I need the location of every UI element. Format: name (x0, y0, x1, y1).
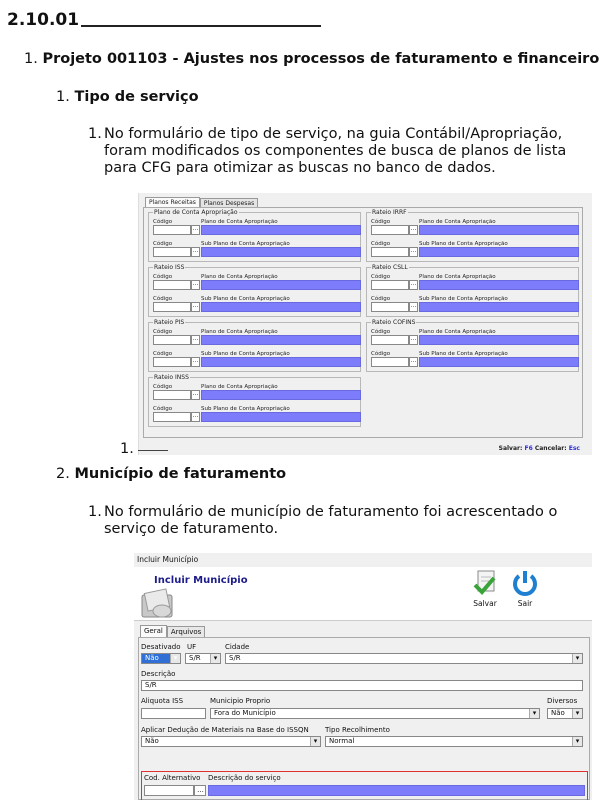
section-heading-tipo-servico: 1. Tipo de serviço (56, 89, 199, 105)
tab-panel (143, 207, 583, 438)
plan-field[interactable] (201, 280, 361, 290)
lookup-button[interactable]: ... (191, 225, 200, 235)
field-row: Código Sub Plano de Conta Apropriação ... (153, 351, 359, 370)
code-input[interactable] (153, 280, 191, 290)
plan-field[interactable] (201, 225, 361, 235)
cod-alternativo-label: Cod. Alternativo (144, 774, 201, 782)
lookup-button[interactable]: ... (409, 247, 418, 257)
subplan-field[interactable] (201, 247, 361, 257)
subplan-field[interactable] (419, 357, 579, 367)
lookup-button[interactable]: ... (409, 225, 418, 235)
header-title: Incluir Município (154, 575, 248, 586)
municipio-proprio-select[interactable]: Fora do Município ▾ (210, 708, 540, 719)
field-row: Código Plano de Conta Apropriação ... (371, 274, 577, 293)
cancel-shortcut: Esc (568, 445, 580, 452)
deducao-select[interactable]: Não ▾ (141, 736, 321, 747)
desativado-select[interactable]: Não ▾ (141, 653, 181, 664)
code-input[interactable] (153, 357, 191, 367)
code-input[interactable] (371, 302, 409, 312)
plan-field[interactable] (419, 335, 579, 345)
subplan-field[interactable] (201, 357, 361, 367)
subplan-field[interactable] (201, 302, 361, 312)
save-icon (472, 569, 498, 597)
diversos-label: Diversos (547, 697, 578, 705)
exit-label: Sair (517, 599, 533, 608)
field-row: Código Plano de Conta Apropriação ... (153, 329, 359, 348)
version-number: 2.10.01 (7, 10, 80, 30)
lookup-button[interactable]: ... (191, 280, 200, 290)
power-icon (511, 569, 539, 597)
field-row: Código Sub Plano de Conta Apropriação ... (371, 241, 577, 260)
field-row: Código Sub Plano de Conta Apropriação ... (153, 241, 359, 260)
field-row: Código Plano de Conta Apropriação ... (153, 384, 359, 403)
group-rateio-iss: Rateio ISS Código Plano de Conta Apropriação ... Código Sub Plano de Conta Apropriação ... (148, 267, 361, 317)
paragraph-text: No formulário de tipo de serviço, na guia Contábil/Apropriação, foram modificados os componentes de busca de planos de lista para CFG para otimizar as buscas no banco de dados. (104, 126, 567, 176)
empty-list-item: 1. (120, 441, 168, 457)
diversos-select[interactable]: Não ▾ (547, 708, 583, 719)
uf-label: UF (187, 643, 197, 651)
field-row: Código Sub Plano de Conta Apropriação ... (153, 406, 359, 425)
code-input[interactable] (371, 247, 409, 257)
group-rateio-cofins: Rateio COFINS Código Plano de Conta Apropriação ... Código Sub Plano de Conta Apropriação ... (366, 322, 579, 372)
plan-field[interactable] (201, 390, 361, 400)
lookup-button[interactable]: ... (191, 357, 200, 367)
paragraph-text: No formulário de município de faturamento foi acrescentado o serviço de faturamento. (104, 504, 558, 537)
code-input[interactable] (153, 390, 191, 400)
plan-field[interactable] (419, 225, 579, 235)
code-input[interactable] (153, 302, 191, 312)
code-input[interactable] (371, 357, 409, 367)
subplan-field[interactable] (419, 247, 579, 257)
field-row: Código Plano de Conta Apropriação ... (371, 329, 577, 348)
municipio-proprio-label: Municipio Proprio (210, 697, 271, 705)
tipo-recolhimento-select[interactable]: Normal ▾ (325, 736, 583, 747)
project-title: Projeto 001103 - Ajustes nos processos de faturamento e financeiro (42, 51, 600, 67)
code-input[interactable] (153, 225, 191, 235)
field-row: Código Plano de Conta Apropriação ... (153, 219, 359, 238)
code-input[interactable] (153, 247, 191, 257)
deducao-label: Aplicar Dedução de Materiais na Base do ISSQN (141, 726, 309, 734)
descricao-input[interactable]: S/R (141, 680, 583, 691)
doc-title (7, 10, 321, 30)
lookup-button[interactable]: ... (191, 247, 200, 257)
cod-alternativo-input[interactable] (144, 785, 194, 796)
descricao-servico-field[interactable] (208, 785, 585, 796)
field-row: Código Sub Plano de Conta Apropriação ... (371, 296, 577, 315)
cidade-select[interactable]: S/R ▾ (225, 653, 583, 664)
group-rateio-irrf: Rateio IRRF Código Plano de Conta Apropriação ... Código Sub Plano de Conta Apropriação ... (366, 212, 579, 262)
section-item-paragraph: 1. No formulário de tipo de serviço, na guia Contábil/Apropriação, foram modificados os componentes de busca de planos de lista para CFG para otimizar as buscas no banco de dados. (88, 126, 588, 177)
tab-panel-geral (138, 637, 590, 800)
save-button[interactable] (465, 569, 505, 608)
tab-planos-receitas[interactable]: Planos Receitas (145, 197, 200, 208)
aliquota-label: Aliquota ISS (141, 697, 184, 705)
title-rule (81, 25, 321, 27)
code-input[interactable] (153, 335, 191, 345)
screenshot-incluir-municipio (134, 553, 592, 800)
save-label: Salvar (473, 599, 497, 608)
subplan-field[interactable] (201, 412, 361, 422)
code-input[interactable] (371, 335, 409, 345)
lookup-button[interactable]: ... (191, 390, 200, 400)
group-rateio-csll: Rateio CSLL Código Plano de Conta Apropriação ... Código Sub Plano de Conta Apropriação ... (366, 267, 579, 317)
tab-planos-despesas[interactable]: Planos Despesas (200, 198, 258, 208)
code-input[interactable] (153, 412, 191, 422)
form-icon (138, 587, 178, 621)
cidade-label: Cidade (225, 643, 250, 651)
lookup-button[interactable]: ... (194, 785, 206, 796)
exit-button[interactable] (505, 569, 545, 608)
group-plano-conta: Plano de Conta Apropriação Código Plano de Conta Apropriação ... Código Sub Plano de Conta Apropriação ... (148, 212, 361, 262)
desativado-label: Desativado (141, 643, 181, 651)
tab-arquivos[interactable]: Arquivos (167, 626, 205, 637)
highlight-new-field (141, 771, 588, 800)
project-heading: 1. Projeto 001103 - Ajustes nos processos de faturamento e financeiro (24, 51, 600, 67)
plan-field[interactable] (419, 280, 579, 290)
form-header (134, 567, 592, 621)
screenshot-tipo-servico (138, 193, 592, 455)
group-rateio-inss: Rateio INSS Código Plano de Conta Apropriação ... Código Sub Plano de Conta Apropriação ... (148, 377, 361, 427)
lookup-button[interactable]: ... (409, 357, 418, 367)
tipo-recolhimento-label: Tipo Recolhimento (325, 726, 390, 734)
lookup-button[interactable]: ... (191, 412, 200, 422)
subplan-field[interactable] (419, 302, 579, 312)
section-title: Tipo de serviço (74, 89, 199, 105)
plan-field[interactable] (201, 335, 361, 345)
field-row: Código Plano de Conta Apropriação ... (371, 219, 577, 238)
uf-select[interactable]: S/R ▾ (185, 653, 221, 664)
descricao-label: Descrição (141, 670, 176, 678)
section-item-paragraph: 1. No formulário de município de faturamento foi acrescentado o serviço de faturamento. (88, 504, 588, 538)
save-shortcut: F6 (524, 445, 533, 452)
field-row: Código Plano de Conta Apropriação ... (153, 274, 359, 293)
group-rateio-pis: Rateio PIS Código Plano de Conta Apropriação ... Código Sub Plano de Conta Apropriação ... (148, 322, 361, 372)
lookup-button[interactable]: ... (409, 335, 418, 345)
tab-geral[interactable]: Geral (140, 625, 167, 637)
aliquota-input[interactable] (141, 708, 206, 719)
section-heading-municipio: 2. Município de faturamento (56, 466, 287, 482)
lookup-button[interactable]: ... (409, 302, 418, 312)
tab-strip (140, 625, 205, 637)
field-row: Código Sub Plano de Conta Apropriação ... (153, 296, 359, 315)
status-bar: Salvar: F6 Cancelar: Esc (498, 445, 580, 452)
lookup-button[interactable]: ... (409, 280, 418, 290)
code-input[interactable] (371, 280, 409, 290)
lookup-button[interactable]: ... (191, 335, 200, 345)
code-input[interactable] (371, 225, 409, 235)
descricao-servico-label: Descrição do serviço (208, 774, 281, 782)
lookup-button[interactable]: ... (191, 302, 200, 312)
window-title: Incluir Município (137, 555, 199, 564)
section-title: Município de faturamento (74, 466, 287, 482)
field-row: Código Sub Plano de Conta Apropriação ... (371, 351, 577, 370)
